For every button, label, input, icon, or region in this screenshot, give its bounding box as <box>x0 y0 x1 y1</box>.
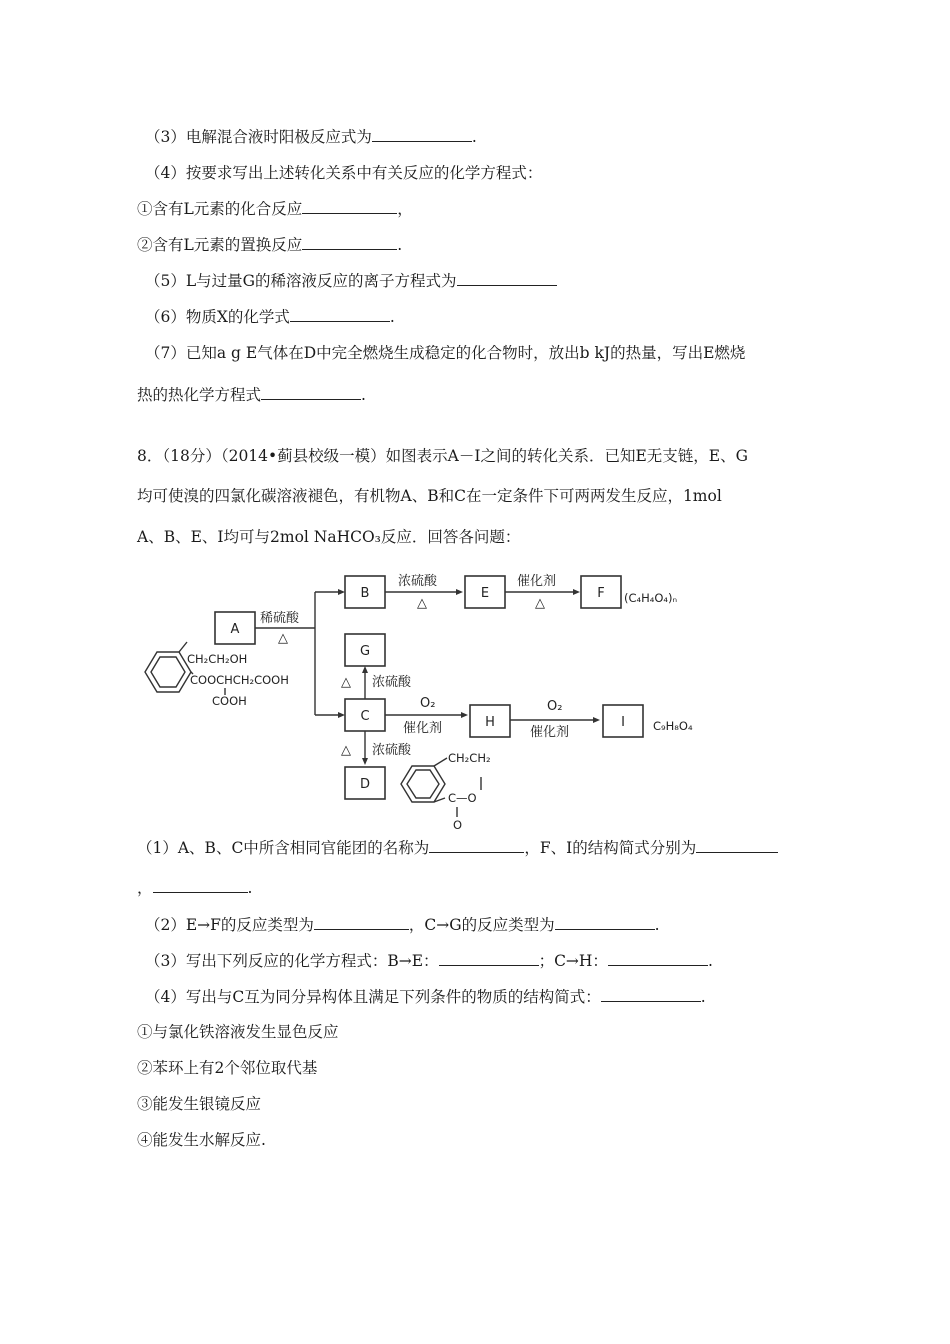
q7-4b-text: ②含有L元素的置换反应 <box>137 236 303 254</box>
q7-3-end: . <box>471 128 477 146</box>
answer-blank[interactable] <box>696 838 778 853</box>
condition-2: ②苯环上有2个邻位取代基 <box>137 1059 318 1077</box>
answer-blank[interactable] <box>457 271 557 286</box>
i-formula: C₉H₈O₄ <box>653 719 693 733</box>
q8-part-1-line-a <box>137 838 778 858</box>
q7-6-end: . <box>389 308 395 326</box>
heat-label-be: △ <box>417 596 427 611</box>
box-d-label: D <box>359 777 371 792</box>
catalyst-label-ef: 催化剂 <box>517 574 557 589</box>
d-struct-line-1: CH₂CH₂ <box>448 751 491 765</box>
q7-4b-end: . <box>397 236 403 254</box>
a-struct-line-2: COOCHCH₂COOH <box>190 673 289 687</box>
answer-blank[interactable] <box>601 987 701 1002</box>
q8-3-text: （3）写出下列反应的化学方程式：B→E： <box>145 952 439 970</box>
answer-blank[interactable] <box>290 307 390 322</box>
heat-label-ef: △ <box>535 596 545 611</box>
q7-6-text: （6）物质X的化学式 <box>145 308 290 326</box>
d-struct-line-2: C—O <box>448 791 477 805</box>
q7-5-text: （5）L与过量G的稀溶液反应的离子方程式为 <box>145 272 457 290</box>
q8-3-mid: ；C→H： <box>538 952 608 970</box>
q8-intro-2: 均可使溴的四氯化碳溶液褪色，有机物A、B和C在一定条件下可两两发生反应，1mol <box>137 487 722 505</box>
q7-line-3 <box>145 127 477 147</box>
conc-acid-label-cd: 浓硫酸 <box>372 743 412 758</box>
q7-line-4a <box>137 199 413 219</box>
reaction-scheme-diagram <box>135 562 735 832</box>
dilute-acid-label: 稀硫酸 <box>260 611 300 626</box>
q8-part-2 <box>145 915 660 935</box>
q8-3-end: . <box>707 952 713 970</box>
box-c-label: C <box>360 709 370 724</box>
q7-3-text: （3）电解混合液时阳极反应式为 <box>145 128 372 146</box>
benzene-ring-a <box>145 642 193 692</box>
answer-blank[interactable] <box>372 127 472 142</box>
box-b-label: B <box>360 586 370 601</box>
q7-7b-text: 热的热化学方程式 <box>137 386 262 404</box>
answer-blank[interactable] <box>608 951 708 966</box>
q8-1-mid: ，F、I的结构简式分别为 <box>524 839 697 857</box>
q7-line-7a: （7）已知a g E气体在D中完全燃烧生成稳定的化合物时，放出b kJ的热量，写出E燃烧 <box>145 344 746 362</box>
box-a-label: A <box>230 622 240 637</box>
q7-line-6 <box>145 307 395 327</box>
q7-line-4: （4）按要求写出上述转化关系中有关反应的化学方程式： <box>145 164 543 182</box>
q8-1-text: （1）A、B、C中所含相同官能团的名称为 <box>137 839 430 857</box>
f-formula: (C₄H₄O₄)ₙ <box>624 591 678 605</box>
o2-label-ch: O₂ <box>420 696 436 711</box>
q7-7b-end: . <box>361 386 366 404</box>
q8-intro-3: A、B、E、I均可与2mol NaHCO₃反应．回答各问题： <box>137 528 521 546</box>
q8-4-text: （4）写出与C互为同分异构体且满足下列条件的物质的结构简式： <box>145 988 601 1006</box>
answer-blank[interactable] <box>439 951 539 966</box>
box-f-label: F <box>597 586 605 601</box>
q8-1b-end: . <box>247 879 253 897</box>
answer-blank[interactable] <box>314 915 409 930</box>
q7-line-7b <box>137 385 366 405</box>
condition-4: ④能发生水解反应. <box>137 1131 266 1149</box>
answer-blank[interactable] <box>429 838 524 853</box>
answer-blank[interactable] <box>302 235 397 250</box>
heat-label-a: △ <box>278 631 288 646</box>
box-h-label: H <box>485 715 495 730</box>
conc-acid-label-be: 浓硫酸 <box>398 574 438 589</box>
conc-acid-label-cg: 浓硫酸 <box>372 675 412 690</box>
q7-line-4b <box>137 235 402 255</box>
q7-line-5 <box>145 271 557 291</box>
catalyst-label-ch: 催化剂 <box>403 721 443 736</box>
condition-3: ③能发生银镜反应 <box>137 1095 262 1113</box>
q8-part-4 <box>145 987 706 1007</box>
condition-1: ①与氯化铁溶液发生显色反应 <box>137 1023 339 1041</box>
a-struct-line-1: CH₂CH₂OH <box>187 652 248 666</box>
o2-label-hi: O₂ <box>547 699 563 714</box>
q8-2-mid: ，C→G的反应类型为 <box>408 916 555 934</box>
answer-blank[interactable] <box>302 199 397 214</box>
answer-blank[interactable] <box>261 385 361 400</box>
heat-label-cd: △ <box>341 743 351 758</box>
benzene-ring-d <box>401 758 481 817</box>
box-g-label: G <box>359 644 371 659</box>
q8-2-end: . <box>654 916 660 934</box>
catalyst-label-hi: 催化剂 <box>530 725 570 740</box>
q8-intro-1: 8．（18分）（2014•蓟县校级一模）如图表示A－I之间的转化关系．已知E无支链，E、G <box>137 447 749 465</box>
q8-1b-start: ， <box>137 879 153 897</box>
q8-2-text: （2）E→F的反应类型为 <box>145 916 314 934</box>
answer-blank[interactable] <box>555 915 655 930</box>
q7-4a-text: ①含有L元素的化合反应 <box>137 200 303 218</box>
q7-4a-end: ， <box>397 200 413 218</box>
q8-4-end: . <box>700 988 706 1006</box>
box-e-label: E <box>480 586 490 601</box>
a-struct-line-3: COOH <box>212 694 247 708</box>
answer-blank[interactable] <box>153 878 248 893</box>
q8-part-1-line-b <box>137 878 252 898</box>
box-i-label: I <box>621 715 625 730</box>
q8-part-3 <box>145 951 713 971</box>
d-struct-line-3: O <box>453 818 463 832</box>
heat-label-cg: △ <box>341 675 351 690</box>
